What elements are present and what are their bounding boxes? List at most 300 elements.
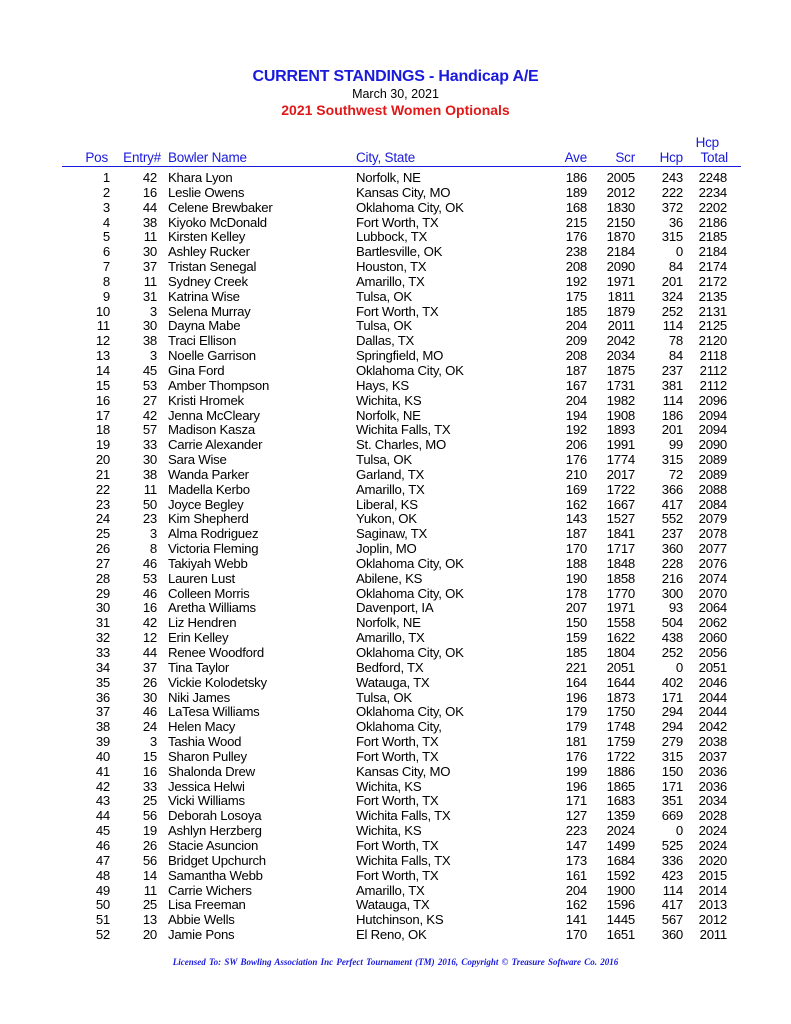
city-state-cell: Wichita Falls, TX <box>356 808 451 824</box>
bowler-name-cell: Vicki Williams <box>168 793 245 809</box>
total-cell: 2070 <box>698 585 727 601</box>
pos-cell: 26 <box>95 541 110 557</box>
city-state-cell: Fort Worth, TX <box>356 748 439 764</box>
scratch-cell: 1875 <box>606 362 635 378</box>
total-cell: 2112 <box>699 377 727 393</box>
entry-cell: 42 <box>142 615 157 631</box>
pos-cell: 34 <box>95 659 110 675</box>
total-cell: 2131 <box>698 303 727 319</box>
average-cell: 178 <box>565 585 587 601</box>
pos-cell: 8 <box>102 273 110 289</box>
entry-cell: 16 <box>142 184 157 200</box>
column-header-scr: Scr <box>615 150 635 165</box>
bowler-name-cell: Liz Hendren <box>168 615 237 631</box>
event-name: 2021 Southwest Women Optionals <box>281 102 510 118</box>
scratch-cell: 1830 <box>606 199 635 215</box>
bowler-name-cell: Colleen Morris <box>168 585 250 601</box>
handicap-cell: 93 <box>668 600 683 616</box>
city-state-cell: Saginaw, TX <box>356 526 428 542</box>
entry-cell: 16 <box>142 763 157 779</box>
bowler-name-cell: Lauren Lust <box>168 570 235 586</box>
bowler-name-cell: Stacie Asuncion <box>168 837 259 853</box>
handicap-cell: 423 <box>661 867 683 883</box>
handicap-cell: 0 <box>675 823 683 839</box>
city-state-cell: Fort Worth, TX <box>356 734 439 750</box>
city-state-cell: Fort Worth, TX <box>356 214 439 230</box>
average-cell: 187 <box>565 526 587 542</box>
average-cell: 204 <box>565 882 587 898</box>
pos-cell: 33 <box>95 645 110 660</box>
handicap-cell: 315 <box>661 229 683 245</box>
city-state-cell: Oklahoma City, <box>356 719 442 735</box>
bowler-name-cell: Alma Rodriguez <box>168 526 259 542</box>
pos-cell: 17 <box>95 407 110 423</box>
entry-cell: 37 <box>142 259 157 275</box>
entry-cell: 11 <box>143 481 157 497</box>
handicap-cell: 381 <box>661 377 683 393</box>
bowler-name-cell: Takiyah Webb <box>168 555 248 571</box>
handicap-cell: 552 <box>661 511 683 527</box>
bowler-name-cell: Carrie Alexander <box>168 437 263 453</box>
entry-cell: 14 <box>142 867 157 883</box>
total-cell: 2094 <box>698 407 727 423</box>
scratch-cell: 1683 <box>606 793 635 809</box>
average-cell: 127 <box>565 808 587 824</box>
bowler-name-cell: Tina Taylor <box>168 659 230 675</box>
scratch-cell: 1841 <box>606 526 635 542</box>
entry-cell: 53 <box>142 377 157 393</box>
total-cell: 2185 <box>698 229 727 245</box>
average-cell: 147 <box>565 837 587 853</box>
handicap-cell: 84 <box>668 348 683 364</box>
average-cell: 170 <box>565 541 587 557</box>
average-cell: 179 <box>565 719 587 735</box>
table-row <box>0 542 791 557</box>
pos-cell: 7 <box>102 259 110 275</box>
table-row <box>0 705 791 720</box>
pos-cell: 16 <box>95 392 110 408</box>
average-cell: 188 <box>565 555 587 571</box>
handicap-cell: 252 <box>661 303 683 319</box>
pos-cell: 37 <box>95 704 110 720</box>
entry-cell: 25 <box>142 897 157 913</box>
table-row <box>0 483 791 498</box>
column-header-hcp: Hcp <box>659 150 683 165</box>
total-cell: 2174 <box>698 259 727 275</box>
average-cell: 179 <box>565 704 587 720</box>
handicap-cell: 201 <box>661 422 683 438</box>
table-row <box>0 498 791 513</box>
pos-cell: 24 <box>95 511 110 527</box>
pos-cell: 42 <box>95 778 110 794</box>
table-row <box>0 260 791 275</box>
average-cell: 207 <box>565 600 587 616</box>
total-cell: 2202 <box>698 199 727 215</box>
average-cell: 187 <box>565 362 587 378</box>
average-cell: 167 <box>565 377 587 393</box>
city-state-cell: Wichita, KS <box>356 823 422 839</box>
entry-cell: 53 <box>142 570 157 586</box>
column-header-city: City, State <box>356 150 416 165</box>
total-cell: 2120 <box>698 333 727 349</box>
average-cell: 208 <box>565 259 587 275</box>
total-cell: 2096 <box>698 392 727 408</box>
bowler-name-cell: Helen Macy <box>168 719 236 735</box>
entry-cell: 3 <box>149 348 157 364</box>
scratch-cell: 2017 <box>606 466 635 482</box>
scratch-cell: 1592 <box>606 867 635 883</box>
city-state-cell: Amarillo, TX <box>356 273 425 289</box>
pos-cell: 44 <box>95 808 110 824</box>
handicap-cell: 315 <box>661 452 683 468</box>
pos-cell: 5 <box>102 229 110 245</box>
entry-cell: 3 <box>149 734 157 750</box>
scratch-cell: 2090 <box>606 259 635 275</box>
bowler-name-cell: Traci Ellison <box>168 333 237 349</box>
entry-cell: 16 <box>142 600 157 616</box>
handicap-cell: 252 <box>661 645 683 660</box>
table-row <box>0 423 791 438</box>
scratch-cell: 2051 <box>606 659 635 675</box>
pos-cell: 49 <box>95 882 110 898</box>
bowler-name-cell: Sydney Creek <box>168 273 248 289</box>
handicap-cell: 504 <box>661 615 683 631</box>
entry-cell: 31 <box>142 288 157 304</box>
entry-cell: 11 <box>143 273 157 289</box>
city-state-cell: Wichita, KS <box>356 392 422 408</box>
handicap-cell: 372 <box>661 199 683 215</box>
bowler-name-cell: Celene Brewbaker <box>168 199 273 215</box>
pos-cell: 32 <box>95 630 110 646</box>
city-state-cell: Wichita, KS <box>356 778 422 794</box>
total-cell: 2135 <box>698 288 727 304</box>
scratch-cell: 1971 <box>606 273 635 289</box>
entry-cell: 42 <box>142 407 157 423</box>
pos-cell: 21 <box>95 466 110 482</box>
bowler-name-cell: Katrina Wise <box>168 288 240 304</box>
bowler-name-cell: Bridget Upchurch <box>168 852 266 868</box>
bowler-name-cell: Amber Thompson <box>168 377 270 393</box>
handicap-cell: 315 <box>661 748 683 764</box>
scratch-cell: 1991 <box>606 437 635 453</box>
total-cell: 2046 <box>698 674 727 690</box>
entry-cell: 19 <box>142 823 157 839</box>
table-row <box>0 334 791 349</box>
average-cell: 204 <box>565 392 587 408</box>
entry-cell: 33 <box>142 778 157 794</box>
pos-cell: 9 <box>102 288 110 304</box>
average-cell: 168 <box>565 199 587 215</box>
handicap-cell: 228 <box>661 555 683 571</box>
table-row <box>0 794 791 809</box>
table-row <box>0 379 791 394</box>
total-cell: 2051 <box>698 659 727 675</box>
entry-cell: 46 <box>142 704 157 720</box>
bowler-name-cell: Niki James <box>168 689 230 705</box>
table-row <box>0 854 791 869</box>
handicap-cell: 201 <box>661 273 683 289</box>
city-state-cell: Wichita Falls, TX <box>356 422 451 438</box>
total-cell: 2172 <box>698 273 727 289</box>
entry-cell: 56 <box>142 852 157 868</box>
city-state-cell: Bartlesville, OK <box>356 244 443 260</box>
average-cell: 221 <box>565 659 587 675</box>
scratch-cell: 1667 <box>606 496 635 512</box>
total-cell: 2056 <box>698 645 727 660</box>
pos-cell: 12 <box>95 333 110 349</box>
total-cell: 2184 <box>698 244 727 260</box>
bowler-name-cell: Kiyoko McDonald <box>168 214 267 230</box>
entry-cell: 20 <box>142 927 157 943</box>
handicap-cell: 84 <box>668 259 683 275</box>
total-cell: 2028 <box>698 808 727 824</box>
handicap-cell: 171 <box>661 689 683 705</box>
entry-cell: 30 <box>142 244 157 260</box>
city-state-cell: El Reno, OK <box>356 927 427 943</box>
column-header-total-top: Hcp <box>695 135 719 150</box>
scratch-cell: 2012 <box>606 184 635 200</box>
table-row <box>0 438 791 453</box>
entry-cell: 23 <box>142 511 157 527</box>
bowler-name-cell: Renee Woodford <box>168 645 264 660</box>
average-cell: 196 <box>565 689 587 705</box>
average-cell: 210 <box>565 466 587 482</box>
scratch-cell: 1359 <box>606 808 635 824</box>
pos-cell: 36 <box>95 689 110 705</box>
bowler-name-cell: Abbie Wells <box>168 912 235 928</box>
pos-cell: 15 <box>95 377 110 393</box>
scratch-cell: 2042 <box>606 333 635 349</box>
handicap-cell: 237 <box>661 362 683 378</box>
scratch-cell: 2034 <box>606 348 635 364</box>
table-row <box>0 691 791 706</box>
table-row <box>0 275 791 290</box>
pos-cell: 39 <box>95 734 110 750</box>
entry-cell: 37 <box>142 659 157 675</box>
handicap-cell: 171 <box>661 778 683 794</box>
pos-cell: 48 <box>95 867 110 883</box>
total-cell: 2084 <box>698 496 727 512</box>
pos-cell: 43 <box>95 793 110 809</box>
city-state-cell: Joplin, MO <box>356 541 417 557</box>
license-footer: Licensed To: SW Bowling Association Inc Perfect Tournament (TM) 2016, Copyright © Treasure Software Co. 2016 <box>172 957 619 967</box>
scratch-cell: 1622 <box>606 630 635 646</box>
bowler-name-cell: Jessica Helwi <box>168 778 245 794</box>
city-state-cell: Kansas City, MO <box>356 184 451 200</box>
average-cell: 162 <box>565 897 587 913</box>
scratch-cell: 1900 <box>606 882 635 898</box>
pos-cell: 22 <box>95 481 110 497</box>
scratch-cell: 2184 <box>606 244 635 260</box>
scratch-cell: 1858 <box>606 570 635 586</box>
bowler-name-cell: Carrie Wichers <box>168 882 252 898</box>
pos-cell: 10 <box>95 303 110 319</box>
total-cell: 2077 <box>698 541 727 557</box>
bowler-name-cell: Deborah Losoya <box>168 808 262 824</box>
average-cell: 159 <box>565 630 587 646</box>
scratch-cell: 1908 <box>606 407 635 423</box>
entry-cell: 30 <box>142 452 157 468</box>
table-row <box>0 884 791 899</box>
total-cell: 2062 <box>698 615 727 631</box>
scratch-cell: 1445 <box>606 912 635 928</box>
table-row <box>0 750 791 765</box>
bowler-name-cell: Vickie Kolodetsky <box>168 674 267 690</box>
total-cell: 2089 <box>698 452 727 468</box>
bowler-name-cell: Kim Shepherd <box>168 511 249 527</box>
pos-cell: 30 <box>95 600 110 616</box>
scratch-cell: 1848 <box>606 555 635 571</box>
entry-cell: 42 <box>142 170 157 185</box>
handicap-cell: 150 <box>661 763 683 779</box>
bowler-name-cell: Lisa Freeman <box>168 897 246 913</box>
handicap-cell: 300 <box>661 585 683 601</box>
city-state-cell: Fort Worth, TX <box>356 303 439 319</box>
handicap-cell: 567 <box>661 912 683 928</box>
average-cell: 173 <box>565 852 587 868</box>
bowler-name-cell: Aretha Williams <box>168 600 256 616</box>
table-row <box>0 913 791 928</box>
scratch-cell: 1982 <box>606 392 635 408</box>
table-row <box>0 349 791 364</box>
entry-cell: 56 <box>142 808 157 824</box>
bowler-name-cell: Erin Kelley <box>168 630 229 646</box>
city-state-cell: Tulsa, OK <box>356 318 412 334</box>
column-header-pos: Pos <box>85 150 108 165</box>
entry-cell: 25 <box>142 793 157 809</box>
standings-table <box>0 171 791 943</box>
table-row <box>0 839 791 854</box>
average-cell: 176 <box>565 229 587 245</box>
city-state-cell: Abilene, KS <box>356 570 423 586</box>
city-state-cell: Liberal, KS <box>356 496 418 512</box>
bowler-name-cell: Samantha Webb <box>168 867 263 883</box>
pos-cell: 47 <box>95 852 110 868</box>
entry-cell: 38 <box>142 333 157 349</box>
total-cell: 2064 <box>698 600 727 616</box>
column-header-ave: Ave <box>564 150 587 165</box>
average-cell: 169 <box>565 481 587 497</box>
scratch-cell: 1722 <box>606 748 635 764</box>
total-cell: 2036 <box>698 763 727 779</box>
city-state-cell: Oklahoma City, OK <box>356 199 464 215</box>
pos-cell: 46 <box>95 837 110 853</box>
handicap-cell: 237 <box>661 526 683 542</box>
handicap-cell: 0 <box>675 659 683 675</box>
bowler-name-cell: Madison Kasza <box>168 422 255 438</box>
bowler-name-cell: Gina Ford <box>168 362 225 378</box>
average-cell: 176 <box>565 452 587 468</box>
average-cell: 141 <box>565 912 587 928</box>
pos-cell: 11 <box>96 318 110 334</box>
city-state-cell: Oklahoma City, OK <box>356 362 464 378</box>
pos-cell: 35 <box>95 674 110 690</box>
total-cell: 2125 <box>698 318 727 334</box>
scratch-cell: 2024 <box>606 823 635 839</box>
table-row <box>0 928 791 943</box>
scratch-cell: 1886 <box>606 763 635 779</box>
scratch-cell: 1879 <box>606 303 635 319</box>
table-row <box>0 765 791 780</box>
total-cell: 2014 <box>698 882 727 898</box>
city-state-cell: Norfolk, NE <box>356 407 421 423</box>
scratch-cell: 1971 <box>606 600 635 616</box>
city-state-cell: Tulsa, OK <box>356 689 412 705</box>
total-cell: 2076 <box>698 555 727 571</box>
handicap-cell: 222 <box>661 184 683 200</box>
average-cell: 143 <box>565 511 587 527</box>
entry-cell: 44 <box>142 199 157 215</box>
scratch-cell: 1731 <box>606 377 635 393</box>
average-cell: 189 <box>565 184 587 200</box>
total-cell: 2037 <box>698 748 727 764</box>
pos-cell: 2 <box>102 184 110 200</box>
bowler-name-cell: Wanda Parker <box>168 466 249 482</box>
entry-cell: 50 <box>142 496 157 512</box>
average-cell: 176 <box>565 748 587 764</box>
handicap-cell: 114 <box>662 882 683 898</box>
total-cell: 2020 <box>698 852 727 868</box>
city-state-cell: Fort Worth, TX <box>356 837 439 853</box>
table-row <box>0 824 791 839</box>
table-row <box>0 587 791 602</box>
scratch-cell: 1759 <box>606 734 635 750</box>
average-cell: 162 <box>565 496 587 512</box>
city-state-cell: Amarillo, TX <box>356 882 425 898</box>
average-cell: 150 <box>565 615 587 631</box>
scratch-cell: 1873 <box>606 689 635 705</box>
pos-cell: 31 <box>95 615 110 631</box>
scratch-cell: 2011 <box>607 318 635 334</box>
average-cell: 175 <box>565 288 587 304</box>
scratch-cell: 1893 <box>606 422 635 438</box>
entry-cell: 27 <box>142 392 157 408</box>
table-row <box>0 661 791 676</box>
entry-cell: 24 <box>142 719 157 735</box>
handicap-cell: 366 <box>661 481 683 497</box>
bowler-name-cell: Tashia Wood <box>168 734 242 750</box>
page-title: CURRENT STANDINGS - Handicap A/E <box>252 68 539 85</box>
pos-cell: 29 <box>95 585 110 601</box>
pos-cell: 4 <box>102 214 110 230</box>
column-header-entry: Entry# <box>123 150 161 165</box>
city-state-cell: Oklahoma City, OK <box>356 585 464 601</box>
table-row <box>0 290 791 305</box>
entry-cell: 13 <box>142 912 157 928</box>
city-state-cell: Tulsa, OK <box>356 452 412 468</box>
bowler-name-cell: Selena Murray <box>168 303 251 319</box>
pos-cell: 3 <box>102 199 110 215</box>
average-cell: 215 <box>565 214 587 230</box>
table-row <box>0 409 791 424</box>
pos-cell: 18 <box>95 422 110 438</box>
average-cell: 192 <box>565 422 587 438</box>
average-cell: 161 <box>565 867 587 883</box>
bowler-name-cell: Dayna Mabe <box>168 318 241 334</box>
total-cell: 2088 <box>698 481 727 497</box>
scratch-cell: 1722 <box>606 481 635 497</box>
entry-cell: 26 <box>142 674 157 690</box>
average-cell: 209 <box>565 333 587 349</box>
bowler-name-cell: LaTesa Williams <box>168 704 260 720</box>
table-row <box>0 186 791 201</box>
total-cell: 2012 <box>698 912 727 928</box>
average-cell: 181 <box>565 734 587 750</box>
entry-cell: 11 <box>143 229 157 245</box>
table-row <box>0 601 791 616</box>
scratch-cell: 1684 <box>606 852 635 868</box>
city-state-cell: Norfolk, NE <box>356 615 421 631</box>
